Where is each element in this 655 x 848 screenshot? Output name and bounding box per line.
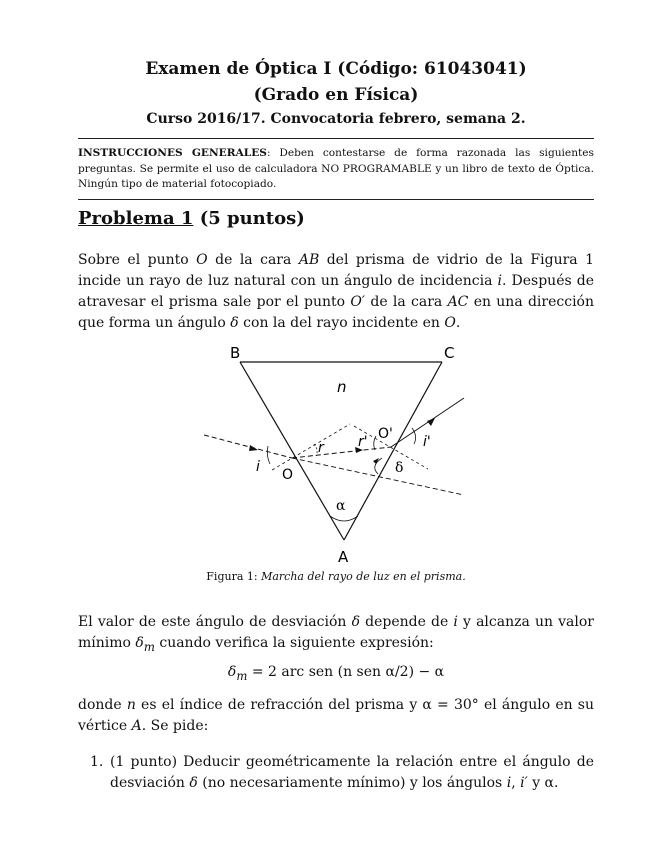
- exam-title: Examen de Óptica I (Código: 61043041): [145, 59, 527, 79]
- text: donde: [78, 697, 127, 713]
- n-label: n: [337, 378, 347, 396]
- angle-delta-label: δ: [395, 460, 404, 476]
- text: en una dirección que forma un ángulo: [78, 294, 594, 331]
- instructions-text: : Deben contestarse de forma razonada las siguientes preguntas. Se permite el uso de calculadora NO PROGRAMABLE y un libro de texto de Óptica. Ningún tipo de material fotocopiado.: [78, 147, 594, 190]
- exam-degree: (Grado en Física): [253, 85, 419, 105]
- var-i-prime: i′: [520, 775, 528, 791]
- var-i: i: [453, 614, 458, 630]
- vertex-A-label: A: [338, 548, 349, 566]
- var-A: A: [131, 718, 142, 734]
- text: .: [455, 315, 461, 331]
- instructions-label: INSTRUCCIONES GENERALES: [78, 147, 267, 159]
- paragraph-deviation: [78, 612, 594, 658]
- refracted-ray: [292, 447, 391, 458]
- text: y alcanza un valor mínimo: [78, 614, 594, 651]
- text: con la del rayo incidente en: [238, 315, 445, 331]
- incident-ray: [204, 435, 292, 458]
- text: . Después de atravesar el prisma sale por el punto: [78, 273, 594, 310]
- angle-alpha-arc: [330, 516, 358, 521]
- text: cuando verifica la siguiente expresión:: [154, 635, 434, 651]
- text: es el índice de refracción del prisma y α = 30° el ángulo en su vértice: [78, 697, 594, 734]
- question-list: [90, 752, 594, 794]
- text: (1 punto) Deducir geométricamente la relación entre el ángulo de desviación: [110, 754, 594, 791]
- var-O-prime: O′: [350, 294, 366, 310]
- text: de la cara: [207, 252, 299, 268]
- formula-delta-m: [78, 664, 594, 683]
- problem-points: (5 puntos): [199, 208, 305, 229]
- var-n: n: [126, 697, 136, 713]
- text: Sobre el punto: [78, 252, 197, 268]
- caption-text: Marcha del rayo de luz en el prisma.: [261, 570, 466, 583]
- list-item: [90, 752, 594, 794]
- angle-r-arc: [314, 444, 317, 456]
- problem-title: Problema 1: [78, 208, 194, 229]
- paragraph-definitions: [78, 695, 594, 737]
- instructions: [78, 146, 594, 193]
- subscript-m: m: [143, 639, 155, 654]
- var-delta-m: δ: [135, 635, 144, 651]
- text: (no necesariamente mínimo) y los ángulos: [197, 775, 507, 791]
- text: y α.: [527, 775, 559, 791]
- prism-edge-ab: [240, 362, 344, 540]
- angle-alpha-label: α: [336, 498, 346, 514]
- caption-prefix: Figura 1:: [206, 570, 262, 583]
- text: El valor de este ángulo de desviación: [78, 614, 352, 630]
- var-delta: δ: [189, 775, 198, 791]
- text: ,: [511, 775, 521, 791]
- point-O-label: O: [282, 467, 294, 483]
- problem-statement: [78, 250, 594, 334]
- point-O-prime-label: O': [378, 426, 393, 442]
- item-number: 1.: [90, 754, 104, 770]
- angle-i-arc: [267, 446, 270, 464]
- vertex-C-label: C: [444, 344, 455, 362]
- problem-heading: [78, 208, 305, 229]
- angle-ip-label: i': [423, 434, 431, 450]
- angle-i-label: i: [256, 459, 260, 475]
- text: depende de: [360, 614, 454, 630]
- normal-O: [272, 424, 350, 470]
- figure-caption: [78, 570, 594, 583]
- text: . Se pide:: [141, 718, 209, 734]
- var-delta: δ: [351, 614, 360, 630]
- item-text: [110, 752, 594, 794]
- formula-lhs: δ: [227, 664, 237, 680]
- formula-lhs-sub: m: [236, 668, 248, 683]
- text: de la cara: [365, 294, 448, 310]
- prism-figure: [198, 340, 478, 570]
- divider-top: [78, 138, 594, 139]
- angle-rp-label: r': [358, 434, 368, 450]
- text: del prisma de vidrio de la Figura 1 incide un rayo de luz natural con un ángulo de incidencia: [78, 252, 594, 289]
- var-delta: δ: [230, 315, 239, 331]
- angle-r-label: r: [318, 440, 324, 456]
- formula-rhs: = 2 arc sen (n sen α/2) − α: [247, 664, 445, 680]
- var-i: i: [506, 775, 512, 791]
- angle-rp-arc: [374, 436, 376, 450]
- var-O: O: [444, 315, 456, 331]
- var-AB: AB: [298, 252, 320, 268]
- var-O: O: [196, 252, 208, 268]
- var-i: i: [497, 273, 502, 289]
- exam-course: Curso 2016/17. Convocatoria febrero, semana 2.: [146, 111, 526, 127]
- incident-arrow: [249, 445, 258, 451]
- emergent-arrow: [427, 418, 435, 426]
- divider-bottom: [78, 199, 594, 200]
- var-AC: AC: [447, 294, 469, 310]
- incident-extension: [292, 458, 464, 495]
- vertex-B-label: B: [230, 344, 241, 362]
